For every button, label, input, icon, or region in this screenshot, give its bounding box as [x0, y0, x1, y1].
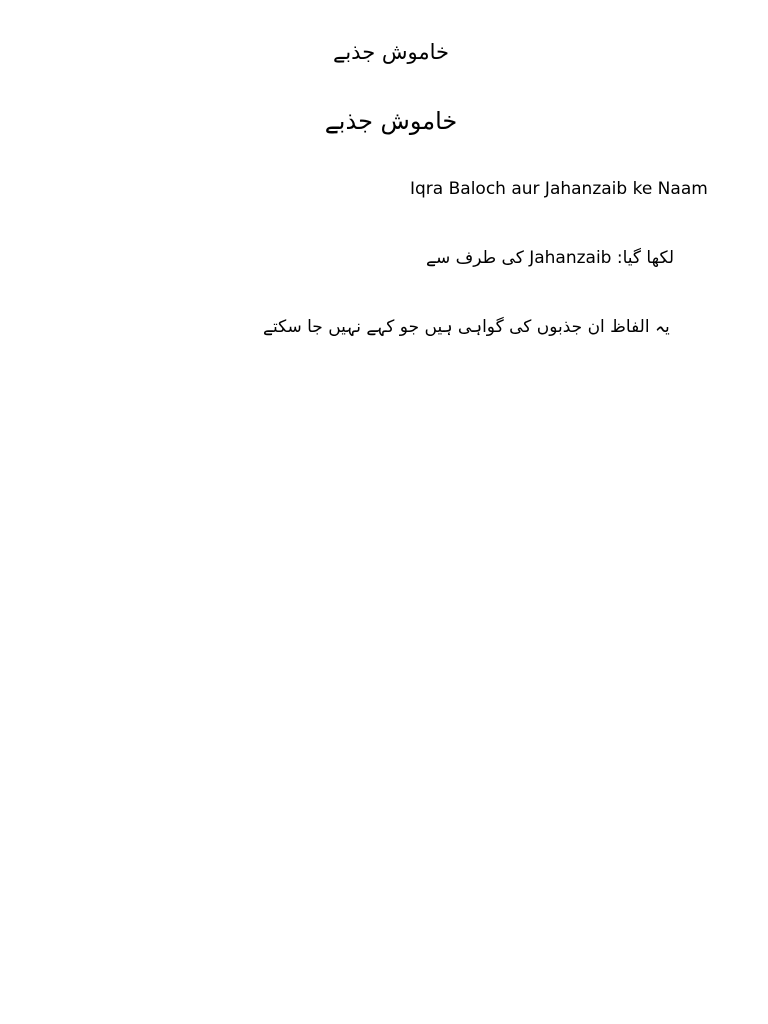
intro-paragraph: یہ الفاظ ان جذبوں کی گواہی ہیں جو کہے نہیں جا سکتے: [263, 317, 670, 337]
dedication-text: Iqra Baloch aur Jahanzaib ke Naam: [410, 179, 708, 199]
author-byline: لکھا گیا: Jahanzaib کی طرف سے: [426, 248, 675, 268]
page-heading: خاموش جذبے: [324, 107, 458, 135]
site-title: خاموش جذبے: [333, 40, 449, 64]
